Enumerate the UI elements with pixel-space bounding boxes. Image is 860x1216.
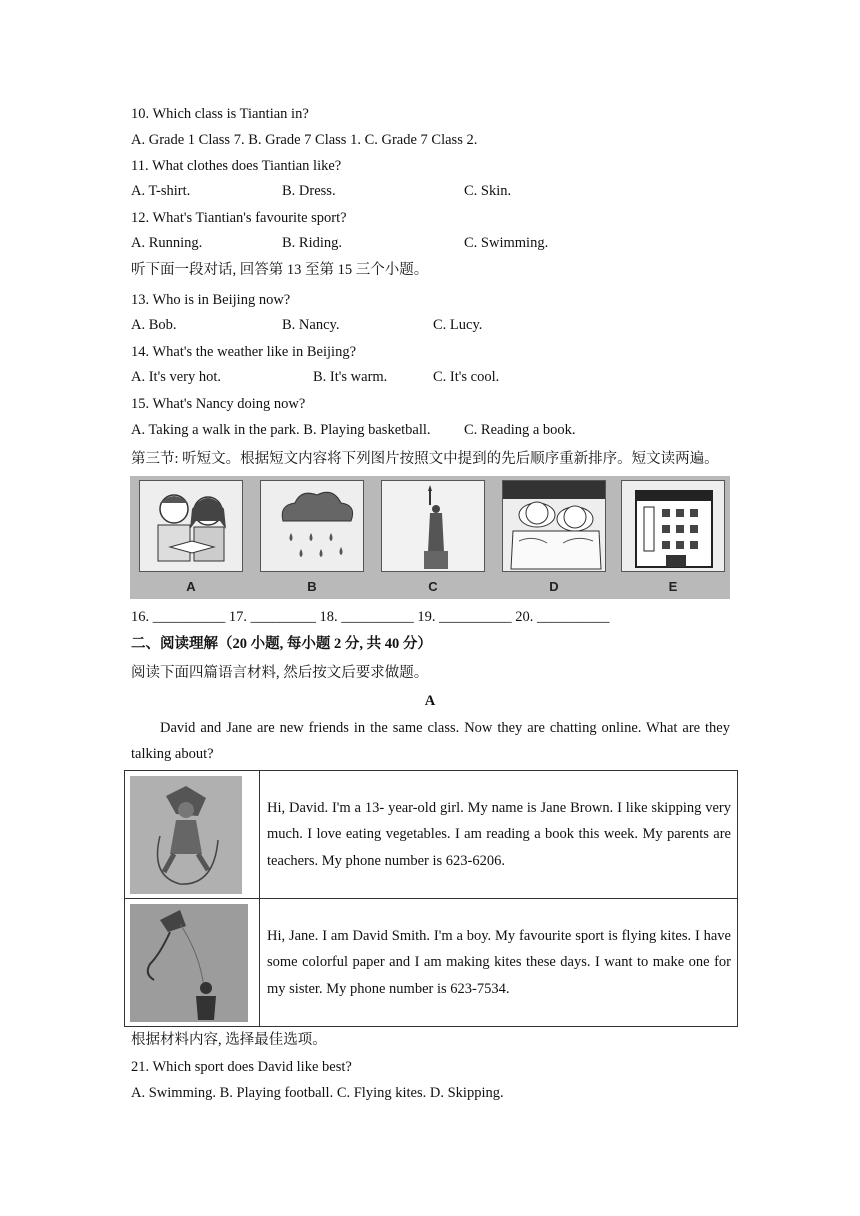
q15-question: 15. What's Nancy doing now?	[131, 396, 306, 412]
q15-option-ab: A. Taking a walk in the park. B. Playing basketball.	[131, 422, 431, 438]
chat-row-david	[125, 899, 738, 1027]
picture-e-label: E	[668, 579, 678, 594]
q12-option-b: B. Riding.	[282, 235, 343, 251]
q10-options: A. Grade 1 Class 7. B. Grade 7 Class 1. C. Grade 7 Class 2.	[131, 132, 478, 148]
picture-e-library-building	[621, 480, 725, 572]
q12-question: 12. What's Tiantian's favourite sport?	[131, 210, 347, 226]
choose-instruction: 根据材料内容, 选择最佳选项。	[131, 1032, 327, 1048]
picture-d-label: D	[549, 579, 559, 594]
david-message: Hi, Jane. I am David Smith. I'm a boy. My favourite sport is flying kites. I have some colorful paper and I am making kites these days. I want to make one for my sister. My phone number is 623-7534.	[260, 899, 738, 1027]
q13-option-b: B. Nancy.	[282, 317, 340, 333]
passage-a-intro: David and Jane are new friends in the same class. Now they are chatting online. What are they talking about?	[131, 720, 730, 762]
q10-question: 10. Which class is Tiantian in?	[131, 106, 309, 122]
q14-option-a: A. It's very hot.	[131, 369, 222, 385]
q13-question: 13. Who is in Beijing now?	[131, 292, 291, 308]
part2-heading: 二、阅读理解（20 小题, 每小题 2 分, 共 40 分）	[131, 636, 432, 652]
passage-a-label: A	[424, 693, 436, 709]
q11-option-a: A. T-shirt.	[131, 183, 191, 199]
girl-skipping-photo	[130, 776, 242, 894]
picture-b-rain-cloud	[260, 480, 364, 572]
picture-strip	[130, 476, 730, 599]
q13-option-c: C. Lucy.	[433, 317, 483, 333]
q11-option-c: C. Skin.	[464, 183, 512, 199]
q11-option-b: B. Dress.	[282, 183, 336, 199]
picture-a-children-reading	[139, 480, 243, 572]
q11-question: 11. What clothes does Tiantian like?	[131, 158, 342, 174]
q12-option-a: A. Running.	[131, 235, 203, 251]
jane-message: Hi, David. I'm a 13- year-old girl. My name is Jane Brown. I like skipping very much. I love eating vegetables. I am reading a book this week. My parents are teachers. My phone number is 623-6206.	[260, 771, 738, 899]
chat-table	[124, 770, 738, 1027]
chat-row-jane	[125, 771, 738, 899]
q12-option-c: C. Swimming.	[464, 235, 549, 251]
david-photo-cell	[125, 899, 260, 1027]
q14-question: 14. What's the weather like in Beijing?	[131, 344, 357, 360]
jane-photo-cell	[125, 771, 260, 899]
picture-c-statue-of-liberty	[381, 480, 485, 572]
q21-question: 21. Which sport does David like best?	[131, 1059, 352, 1075]
dialogue-instruction: 听下面一段对话, 回答第 13 至第 15 三个小题。	[131, 262, 429, 278]
answer-blanks: 16. __________ 17. _________ 18. __________ 19. __________ 20. __________	[131, 609, 610, 625]
picture-a-label: A	[186, 579, 196, 594]
q15-option-c: C. Reading a book.	[464, 422, 576, 438]
q14-option-b: B. It's warm.	[313, 369, 388, 385]
part2-instruction: 阅读下面四篇语言材料, 然后按文后要求做题。	[131, 665, 429, 681]
picture-b-label: B	[307, 579, 317, 594]
boy-flying-kite-photo	[130, 904, 248, 1022]
picture-d-children-sleeping	[502, 480, 606, 572]
section3-instruction: 第三节: 听短文。根据短文内容将下列图片按照文中提到的先后顺序重新排序。短文读两遍。	[131, 451, 719, 467]
picture-c-label: C	[428, 579, 438, 594]
q21-options: A. Swimming. B. Playing football. C. Flying kites. D. Skipping.	[131, 1085, 504, 1101]
q14-option-c: C. It's cool.	[433, 369, 500, 385]
q13-option-a: A. Bob.	[131, 317, 177, 333]
